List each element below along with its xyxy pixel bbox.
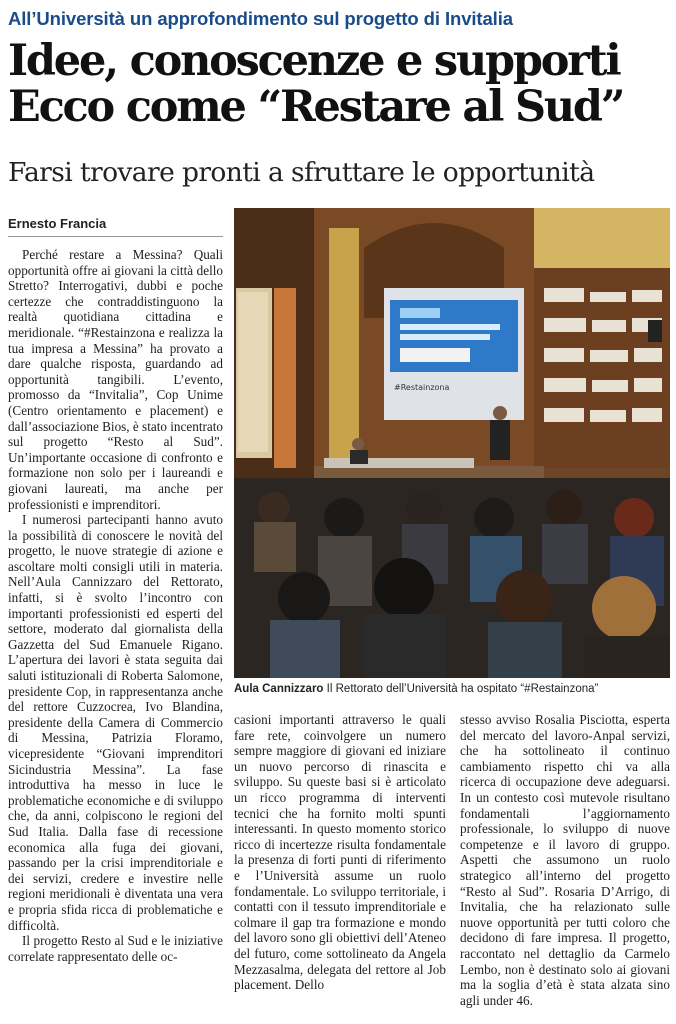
caption-text: Il Rettorato dell’Università ha ospitato “#Restainzona” (326, 683, 599, 695)
paragraph: I numerosi partecipanti hanno avuto la possibilità di conoscere le novità del progetto, le nuove strategie di azione e ascoltare molti consigli utili in materia. Nell’Aula Cannizzaro del Rettorato, infatti, si è svolto l’incontro con importanti professionisti ed esperti del settore, moderato dal giornalista della Gazzetta del Sud Emanuele Rigano. L’apertura dei lavori è stata seguita dai saluti istituzionali di Roberta Salomone, presidente Cop, in rappresentanza anche del rettore Cuzzocrea, Ivo Blandina, presidente della Camera di Commercio di Messina, Patrizia Floramo, vicepresidente “Giovani imprenditori Sicindustria Messina”. La fase introduttiva ha messo in luce le problematiche economiche e di sviluppo che, da anni, colpiscono le regioni del Sud Italia. Dalla fase di recessione economica alla fuga dei giovani, passando per la crisi imprenditoriale e dei servizi, credere e investire nelle regioni meridionali è diventata una vera e propria sfida ricca di problematiche e difficoltà. (8, 512, 223, 933)
body-column-2 (234, 712, 446, 993)
paragraph: Perché restare a Messina? Quali opportunità offre ai giovani la città dello Stretto? Interrogativi, dubbi e poche certezze che contraddistinguono la realtà quotidiana cittadina e meridionale. “#Restainzona e realizza la tua impresa a Messina” ha provato a dare qualche risposta, guardando ad opportunità tangibili. L’evento, promosso da “Invitalia”, Cop Unime (Centro orientamento e placement) e dall’associazione Bios, è stato incentrato sul progetto “Resto al Sud”. Un’importante occasione di confronto e formazione non solo per i laureandi e giovani laureati, ma anche per professionisti e imprenditori. (8, 247, 223, 512)
kicker: All’Università un approfondimento sul progetto di Invitalia (8, 8, 513, 29)
photo-caption (234, 683, 670, 695)
byline: Ernesto Francia (8, 216, 107, 231)
headline-line-1: Idee, conoscenze e supporti (8, 36, 620, 86)
body-column-3 (460, 712, 670, 1008)
body-column-1 (8, 247, 223, 964)
headline (8, 38, 672, 130)
paragraph: casioni importanti attraverso le quali fare rete, coinvolgere un numero sempre maggiore di giovani ed iniziare un nuovo percorso di rinascita e sviluppo. Su queste basi si è articolato un ricco programma di interventi tecnici che ha fornito molti spunti interessanti. In questo momento storico ricco di incertezze risulta fondamentale la presenza di forti punti di riferimento e l’Università assume un ruolo fondamentale. Lo sviluppo territoriale, i contatti con il tessuto imprenditoriale e colmare il gap tra formazione e mondo del lavoro sono gli obiettivi dell’Ateneo del futuro, come sottolineato da Angela Mezzasalma, delegata del rettore al Job placement. Dello (234, 712, 446, 993)
conference-photo (234, 208, 670, 678)
byline-rule (8, 236, 223, 237)
subheadline: Farsi trovare pronti a sfruttare le opportunità (8, 157, 595, 188)
screen-title: #Restainzona (394, 383, 450, 392)
paragraph: stesso avviso Rosalia Pisciotta, esperta del mercato del lavoro-Anpal servizi, che ha sottolineato il continuo cambiamento rispetto chi va alla ricerca di occupazione deve adeguarsi. In un contesto così mutevole risultano fondamentali l’aggiornamento professionale, lo sviluppo di nuove competenze e il lavoro di gruppo. Aspetti che assumono un ruolo strategico all’interno del progetto “Resto al Sud”. Rosaria D’Arrigo, di Invitalia, che ha relazionato sulle nuove opportunità per tutti coloro che decidono di fare impresa. Il progetto, raccontato nel dettaglio da Carmelo Lembo, non è destinato solo ai giovani ma la soglia d’età è stata alzata sino agli under 46. (460, 712, 670, 1008)
headline-line-2: Ecco come “Restare al Sud” (8, 82, 624, 132)
caption-label: Aula Cannizzaro (234, 683, 324, 695)
paragraph: Il progetto Resto al Sud e le iniziative correlate rappresentato delle oc- (8, 933, 223, 964)
